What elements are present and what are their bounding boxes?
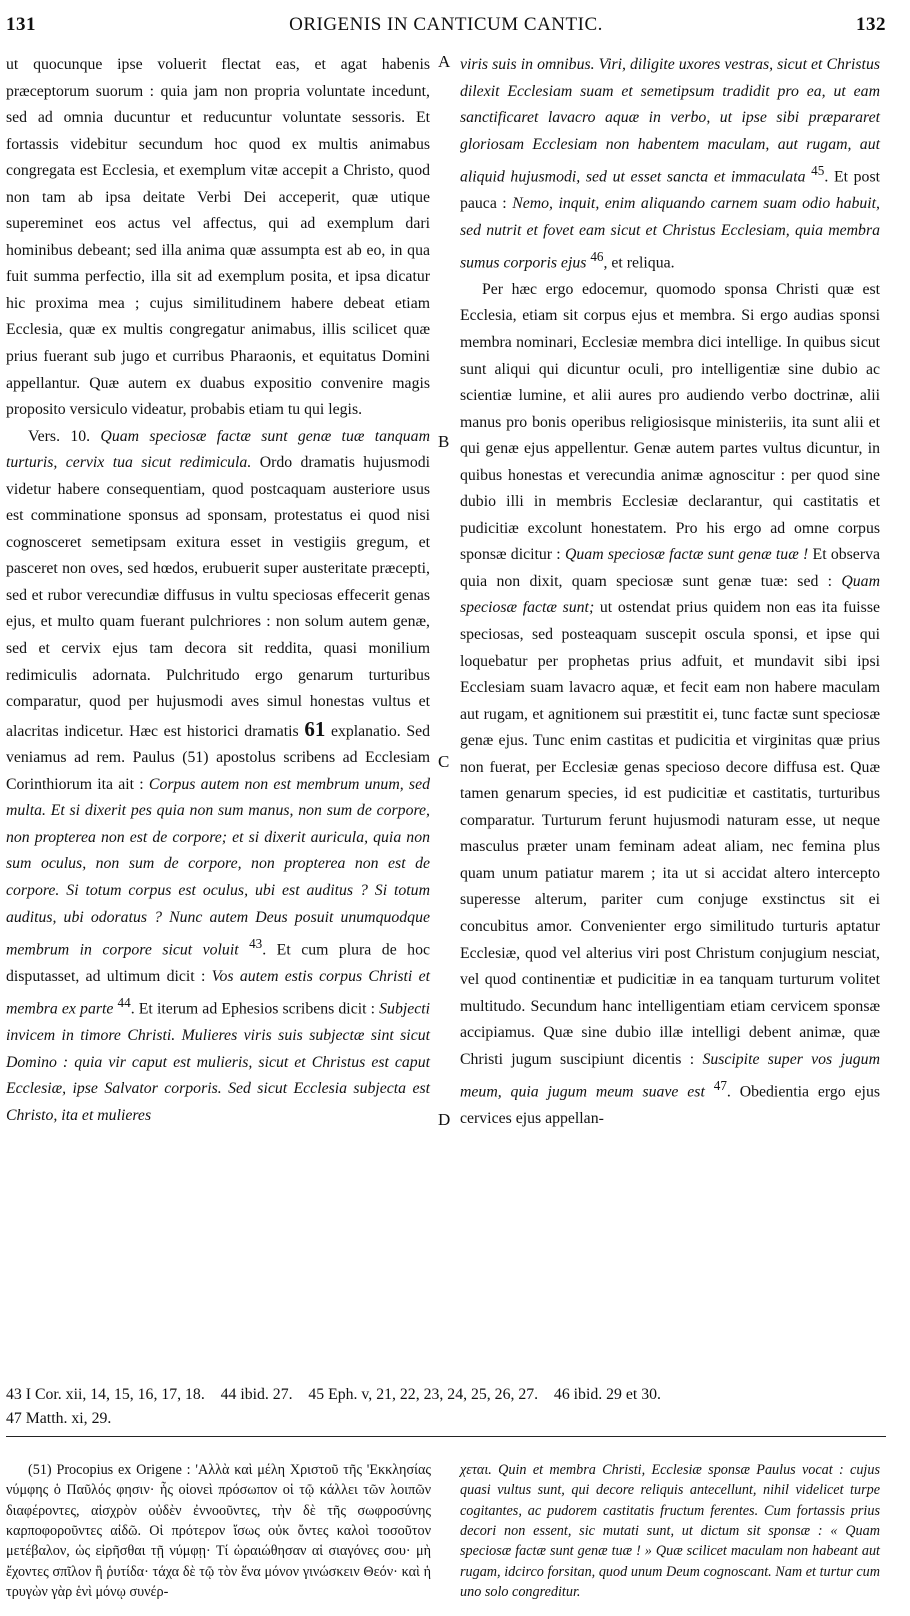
left-paragraph-1: ut quocunque ipse voluerit flectat eas, et agat habenis præceptorum suorum : quia jam non propria voluntate incedunt, sed ad omnia ducuntur et reducuntur voluntate sessoris. Et fortassis videbitur secundum hoc quod ex multis animabus congregata est Ecclesia, et exemplum vitæ accepit a Christo, quod non tam ab ipsa deitate Verbi Dei acceperit, quæ utique supereminet eos actus vel affectus, qui ad exemplum dari hominibus debeant; sed illa anima quæ assumpta est ab eo, in qua fuit summa perfectio, illa sit ad exemplum posita, et ipsa dicatur hic proxima mea ; cujus similitudinem habere debeat etiam Ecclesia, quæ ex multis congregatur animabus, illis scilicet quæ prius fuerant sub jugo et curribus Pharaonis, et equitatus Domini appellantur. Quæ autem ex duabus expositio convenire magis proposito versiculo videatur, probabis etiam tu qui legis. <box>6 56 430 419</box>
notes-divider <box>6 1436 886 1437</box>
page-number-left: 131 <box>6 14 36 35</box>
right-paragraph-2a: Per hæc ergo edocemur, quomodo sponsa Christi quæ est Ecclesia, etiam sit corpus ejus et membra. Si ergo audias sponsi membra nominari, Ecclesiæ membra dici intellige. In quibus sicut sunt aliqui qui dicuntur oculi, pro intelligentiæ sine dubio ac scientiæ lumine, et alii aures pro audiendo verbo doctrinæ, alii manus pro bonis operibus religiosisque ministeriis, ita sunt alii et qui genæ ejus appellentur. Genæ autem partes vultus dicuntur, in quibus honestas et verecundia animæ agnoscitur : per quod sine dubio illi in membris Ecclesiæ declarantur, qui castitatis et pudicitiæ excolunt honestatem. Pro his ergo ad omne corpus sponsæ dicitur : <box>460 280 880 564</box>
quote-corinthians: Corpus autem non est membrum unum, sed multa. Et si dixerit pes quia non sum manus, non sum de corpore, non propterea non est de corpore; et si dixerit auricula, quia non sum oculus, non sum de corpore, non propterea non est de corpore. Si totum corpus est oculus, ubi est auditus ? Si totum auditus, ubi odoratus ? Nunc autem Deus posuit unumquodque membrum in corpore sicut voluit <box>6 775 430 959</box>
footnotes-line-2 <box>6 1407 886 1431</box>
running-header <box>6 14 886 40</box>
right-text-1: . Et post pauca : <box>460 168 880 212</box>
footnote-46: 46 ibid. 29 et 30. <box>553 1386 661 1403</box>
margin-marker-d: D <box>438 1110 451 1129</box>
note-51-greek <box>6 1446 431 1616</box>
right-text-2: , et reliqua. <box>603 254 675 272</box>
note-51-greek-text: (51) Procopius ex Origene : 'Αλλὰ καὶ μέλη Χριστοῦ τῆς 'Εκκλησίας νύμφης ὁ Παῦλός φησιν· ἧς οἱονεὶ πρόσωπον οἱ τῷ κάλλει τῶν λοιπῶν διαφέροντες, αἰσχρὸν οὐδὲν ἐννοοῦντες, τὴν δὲ τῆς σωφροσύνης καρποφοροῦντες αἰδῶ. Οἱ πρότερον ἴσως οὐκ ὄντες καλοὶ τοσοῦτον μετέβαλον, ὡς εἰρῆσθαι τῇ νύμφῃ· Τί ὡραιώθησαν αἱ σιαγόνες σου· μὴ ἔχοντες σπῖλον ἢ ῥυτίδα· τάχα δὲ τῷ τὸν ἕνα μόνον γινώσκειν Θεόν· καὶ ἡ τρυγὼν γὰρ ἑνὶ μόνῳ συνέρ- <box>6 1462 431 1600</box>
footnote-ref-44: 44 <box>117 995 131 1011</box>
marginal-number-61: 61 <box>304 716 326 741</box>
footnote-ref-43: 43 <box>249 936 263 952</box>
right-paragraph-2b: Et observa quia non dixit, quam speciosæ sunt genæ tuæ: sed : <box>460 546 880 590</box>
footnote-43: 43 I Cor. xii, 14, 15, 16, 17, 18. <box>6 1386 205 1403</box>
footnote-45: 45 Eph. v, 21, 22, 23, 24, 25, 26, 27. <box>308 1386 539 1403</box>
right-paragraph-2d: . Obedientia ergo ejus cervices ejus appellan- <box>460 1083 880 1128</box>
left-column <box>6 52 430 1129</box>
left-paragraph-2-after: explanatio. Sed veniamus ad rem. Paulus (51) apostolus scribens ad Ecclesiam Corinthiorum ita ait : <box>6 722 431 793</box>
footnotes <box>6 1383 886 1431</box>
right-paragraph-2c: ut ostendat prius quidem non eas ita fuisse speciosas, sed posteaquam suscepit oscula sponsi, et ipse qui loquebatur per prophetas prius adfuit, et mundavit sibi ipsi Ecclesiam suam lavacro aquæ, et fecit eam non habere maculam aut rugam, et agnitionem sui præstitit ei, tunc factæ sunt speciosæ genæ ejus. Tunc enim castitas et pudicitia et virginitas quæ prius non fuerat, per Ecclesiæ genas specioso decore diffusa est. Quæ tamen genarum species, id est pudicitiæ et castitatis, turturibus comparatur. Turturum ferunt hujusmodi naturam esse, ut neque masculus præter unam feminam adeat aliam, nec femina plus quam unum patiatur marem ; ita ut si accidat altero intercepto superesse alterum, pariter cum conjuge exstinctus sit ei concubitus amor. Convenienter ergo similitudo turturis aptatur Ecclesiæ, quod vel alterius viri post Christum conjugium nesciat, vel quod continentiæ et pudicitiæ in ea tanquam turturum volitet multitudo. Secundum hanc intelligentiam etiam cervicem sponsæ accipiamus. Quæ sine dubio illæ intelligi debent animæ, quæ Christi jugum suscipiunt dicentis : <box>460 599 880 1068</box>
left-text-2: . Et iterum ad Ephesios scribens dicit : <box>130 1000 375 1018</box>
quote-speciosae-2: Quam speciosæ factæ sunt; <box>460 572 880 617</box>
quote-corpus-christi: Vos autem estis corpus Christi et membra ex parte <box>6 967 430 1018</box>
left-text-1: . Et cum plura de hoc disputasset, ad ultimum dicit : <box>6 941 430 985</box>
running-title: ORIGENIS IN CANTICUM CANTIC. <box>289 14 603 35</box>
left-paragraph-2 <box>6 424 430 1130</box>
right-column <box>460 52 880 1133</box>
footnotes-line-1 <box>6 1383 886 1407</box>
right-paragraph-1 <box>460 52 880 277</box>
footnote-44: 44 ibid. 27. <box>220 1386 293 1403</box>
quote-nemo: Nemo, inquit, enim aliquando carnem suam odio habuit, sed nutrit et fovet eam sicut et Christus Ecclesiam, quia membra sumus corporis ejus <box>460 195 881 272</box>
left-paragraph-2-text: Ordo dramatis hujusmodi videtur habere consequentiam, quod postcaquam austeriore usus est comminatione sponsus ad sponsam, protestatus ei quod nisi cognosceret semetipsam exitura esset in vestigiis gregum, et pasceret non oves, sed hœdos, erubuerit super austeritate præcepti, sed et rubor verecundiæ diffusus in vultu speciosas effecerit genas ejus, et multo quam fuerant pulchriores : non solum autem genæ, sed et cervix ejus tam decora sit reddita, quasi monilium redimiculis adornata. Pulchritudo ergo genarum turturibus comparatur, quod per hujusmodi aves simul honestas vultus et alacritas indicetur. Hæc est historici dramatis <box>6 454 431 740</box>
right-paragraph-2 <box>460 277 880 1133</box>
page-number-right: 132 <box>856 14 886 35</box>
quote-speciosae-1: Quam speciosæ factæ sunt genæ tuæ ! <box>564 546 809 564</box>
footnote-ref-47: 47 <box>713 1078 727 1094</box>
quote-ephesians-cont: viris suis in omnibus. Viri, diligite uxores vestras, sicut et Christus dilexit Ecclesiam suam et semetipsum tradidit pro ea, ut eam sanctificaret lavacro aquæ in verbo, ut ipse sibi præpararet gloriosam Ecclesiam non habentem maculam, aut rugam, aut aliquid hujusmodi, sed ut esset sancta et immaculata <box>460 56 880 186</box>
verse-label: Vers. 10. <box>28 427 91 445</box>
margin-marker-a: A <box>438 52 451 71</box>
footnote-47: 47 Matth. xi, 29. <box>6 1410 112 1427</box>
quote-suscipite: Suscipite super vos jugum meum, quia jugum meum suave est <box>460 1050 880 1101</box>
margin-marker-c: C <box>438 752 450 771</box>
note-51-latin-text: χεται. Quin et membra Christi, Ecclesiæ sponsæ Paulus vocat : cujus quasi vultus sunt, qui decore reliquis antecellunt, nihil videlicet turpe cogitantes, ac pudorem castitatis fructum ferentes. Cum fortassis prius decori non essent, sic mutati sunt, ut dictum sit sponsæ : « Quam speciosæ factæ sunt genæ tuæ ! » Quæ scilicet maculam non habeant aut rugam, idcirco forsitan, quod unum Deum cognoscant. Nam et turtur cum uno solo congreditur. <box>460 1462 880 1600</box>
margin-marker-b: B <box>438 432 450 451</box>
quote-ephesians: Subjecti invicem in timore Christi. Mulieres viris suis subjectæ sint sicut Domino : quia vir caput est mulieris, sicut et Christus est caput Ecclesiæ, ipse Salvator corporis. Sed sicut Ecclesia subjecta est Christo, ita et mulieres <box>6 1000 431 1124</box>
footnote-ref-46: 46 <box>590 249 604 265</box>
verse-quote: Quam speciosæ factæ sunt genæ tuæ tanquam turturis, cervix tua sicut redimicula. <box>6 427 430 472</box>
footnote-ref-45: 45 <box>811 163 825 179</box>
note-51-latin <box>460 1446 880 1616</box>
